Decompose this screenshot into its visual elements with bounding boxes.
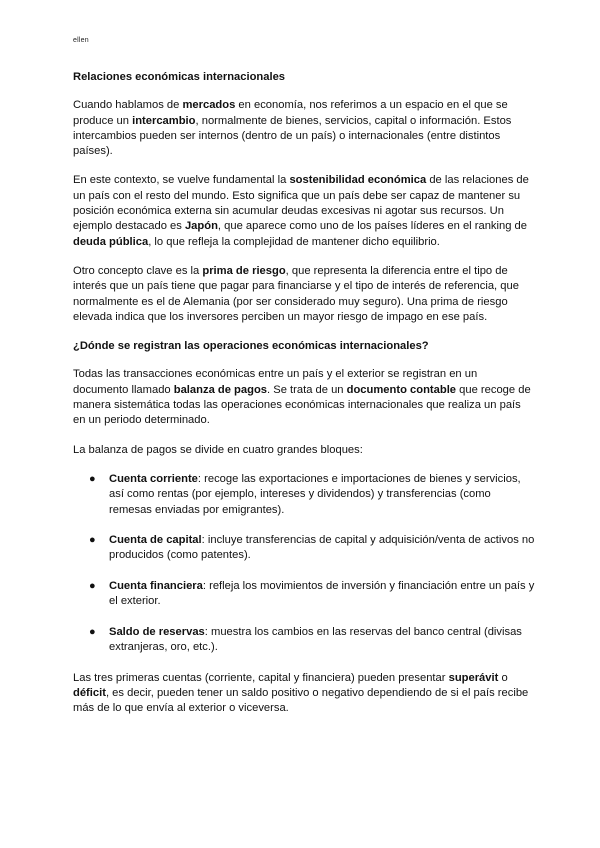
- bold-term: sostenibilidad económica: [289, 174, 427, 187]
- list-item-cuenta-capital: [73, 533, 535, 564]
- text-run: , que representa la diferencia entre el tipo de interés que un país tiene que pagar para financiarse y el tipo de interés de referencia, que normalmente es el de Alemania (por ser considerado muy seguro). Una prima de riesgo elevada indica que los inversores perciben un mayor riesgo de impago en ese país.: [73, 264, 519, 323]
- balance-blocks-list: [73, 472, 535, 656]
- text-run: Cuando hablamos de: [73, 99, 183, 112]
- text-run: Las tres primeras cuentas (corriente, capital y financiera) pueden presentar: [73, 671, 449, 684]
- text-run: Todas las transacciones económicas entre un país y el exterior se registran en un documento llamado: [73, 368, 478, 396]
- block-description: : muestra los cambios en las reservas del banco central (divisas extranjeras, oro, etc.).: [109, 625, 522, 654]
- paragraph-mercados: [73, 98, 535, 159]
- bold-term: balanza de pagos: [173, 383, 268, 396]
- document-body: [73, 70, 535, 731]
- text-run: , que aparece como uno de los países líderes en el ranking de: [217, 220, 528, 233]
- bold-term: superávit: [448, 671, 499, 684]
- bullet-icon: ●: [89, 472, 96, 485]
- section-title-relaciones: Relaciones económicas internacionales: [73, 71, 286, 83]
- text-run: de las relaciones de un país con el resto del mundo. Esto significa que un país debe ser capaz de mantener su posición económica externa sin acumular deudas excesivas ni agotar sus recursos. Un ejemplo destacado es: [73, 174, 529, 233]
- block-description: : refleja los movimientos de inversión y financiación entre un país y el exterior.: [109, 580, 535, 608]
- text-run: que recoge de manera sistemática todas las operaciones económicas internacionales que realiza un país en un periodo determinado.: [73, 383, 531, 427]
- bold-term: documento contable: [346, 383, 457, 396]
- paragraph-prima-riesgo: [73, 264, 535, 325]
- text-run: . Se trata de un: [267, 383, 347, 396]
- text-run: , lo que refleja la complejidad de mantener dicho equilibrio.: [148, 235, 440, 248]
- block-name: Cuenta financiera: [109, 580, 203, 593]
- block-name: Cuenta corriente: [109, 472, 198, 485]
- bullet-icon: ●: [89, 580, 96, 593]
- list-item-cuenta-corriente: [73, 472, 535, 518]
- header-tag: ellen: [73, 37, 89, 44]
- text-run: , es decir, pueden tener un saldo positivo o negativo dependiendo de si el país recibe más de lo que envía al exterior o viceversa.: [73, 687, 529, 715]
- text-run: , normalmente de bienes, servicios, capital o información. Estos intercambios pueden ser internos (dentro de un país) o internacionales (entre distintos países).: [73, 114, 512, 158]
- bold-term: mercados: [182, 99, 236, 112]
- paragraph-balanza-pagos: [73, 367, 535, 428]
- block-description: : recoge las exportaciones e importaciones de bienes y servicios, así como rentas (por ejemplo, intereses y dividendos) y transferencias (como remesas enviadas por emigrantes).: [109, 472, 521, 516]
- bold-term: déficit: [73, 687, 106, 700]
- paragraph-sostenibilidad: [73, 173, 535, 249]
- block-name: Saldo de reservas: [109, 625, 205, 638]
- section-title-registro: ¿Dónde se registran las operaciones económicas internacionales?: [73, 340, 429, 353]
- list-item-cuenta-financiera: [73, 579, 535, 610]
- block-name: Cuenta de capital: [109, 534, 202, 547]
- block-description: : incluye transferencias de capital y adquisición/venta de activos no producidos (como patentes).: [109, 534, 535, 562]
- paragraph-superavit-deficit: [73, 671, 535, 717]
- text-run: o: [498, 671, 508, 684]
- paragraph-bloques-intro: La balanza de pagos se divide en cuatro grandes bloques:: [73, 443, 363, 456]
- bold-term: prima de riesgo: [202, 264, 286, 277]
- bullet-icon: ●: [89, 534, 96, 547]
- bold-term: intercambio: [132, 114, 196, 127]
- bold-term: Japón: [184, 220, 218, 233]
- text-run: Otro concepto clave es la: [73, 264, 203, 277]
- list-item-saldo-reservas: [73, 625, 535, 656]
- text-run: en economía, nos referimos a un espacio en el que se produce un: [73, 99, 508, 127]
- bullet-icon: ●: [89, 625, 96, 638]
- text-run: En este contexto, se vuelve fundamental la: [73, 174, 290, 187]
- bold-term: deuda pública: [73, 235, 149, 248]
